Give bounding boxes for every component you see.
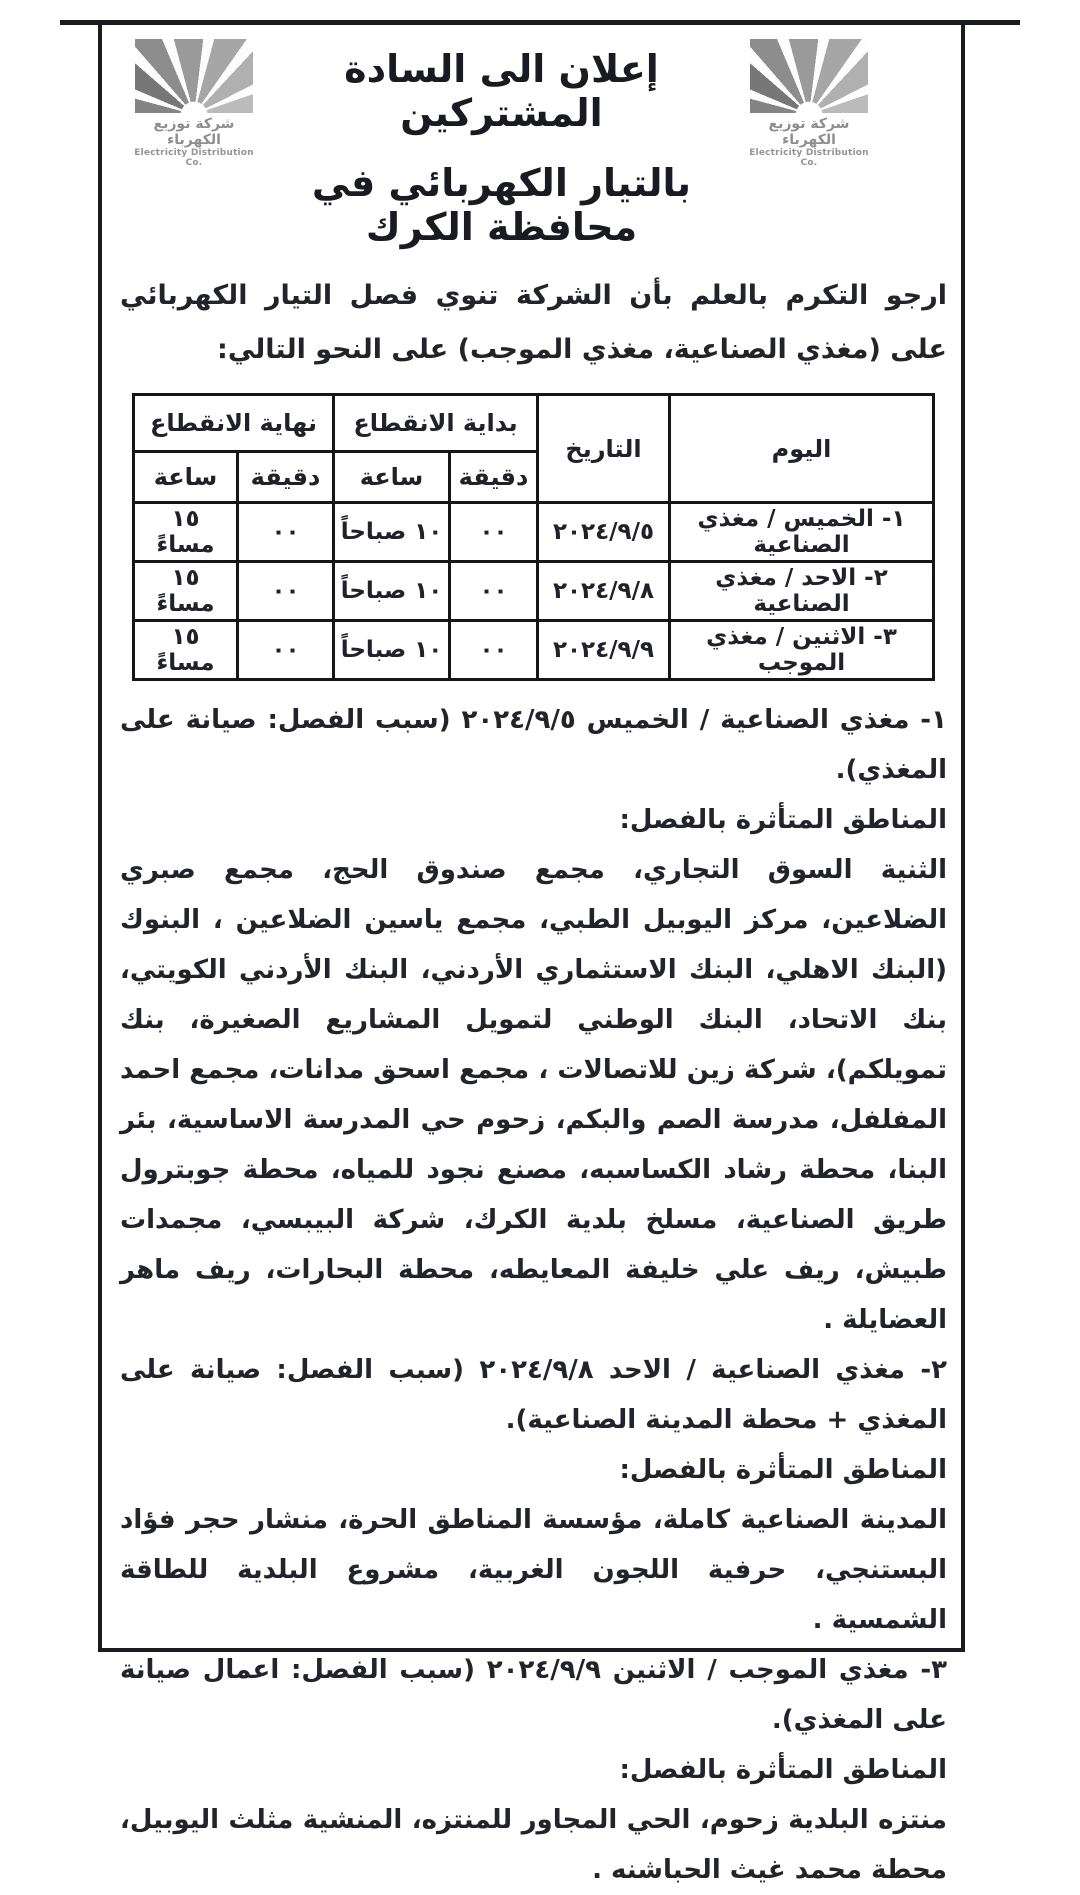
company-name-english: Electricity Distribution Co. [749,148,869,168]
table-row [134,621,934,680]
section-2-affected-label: المناطق المتأثرة بالفصل: [619,1455,947,1485]
section-3-areas-list: منتزه البلدية زحوم، الحي المجاور للمنتزه، المنشية مثلث اليوبيل، محطة محمد غيث الحباشنه . [120,1805,947,1885]
intro-paragraph: ارجو التكرم بالعلم بأن الشركة تنوي فصل التيار الكهربائي على (مغذي الصناعية، مغذي الموجب) على النحو التالي: [120,280,947,365]
section-1-affected-label: المناطق المتأثرة بالفصل: [619,805,947,835]
date-cell: ٢٠٢٤/٩/٨ [538,562,670,621]
section-2-heading: ٢- مغذي الصناعية / الاحد ٢٠٢٤/٩/٨ (سبب الفصل: صيانة على المغذي + محطة المدينة الصناعية). [120,1355,947,1435]
company-logo-right [743,39,875,168]
end-minute-cell: ٠٠ [238,562,334,621]
section-3-heading: ٣- مغذي الموجب / الاثنين ٢٠٢٤/٩/٩ (سبب الفصل: اعمال صيانة على المغذي). [120,1655,947,1735]
section-1-heading: ١- مغذي الصناعية / الخميس ٢٠٢٤/٩/٥ (سبب الفصل: صيانة على المغذي). [120,705,947,785]
company-name-arabic: شركة توزيع الكهرباء [153,116,235,148]
end-minute-cell: ٠٠ [238,503,334,562]
start-hour-cell: ١٠ صباحاً [334,621,450,680]
col-header-day: اليوم [670,395,934,503]
outage-schedule-table [132,393,935,681]
start-minute-cell: ٠٠ [450,503,538,562]
end-minute-cell: ٠٠ [238,621,334,680]
sunburst-logo-icon [750,39,868,113]
company-logo-left [128,39,260,168]
end-hour-cell: ١٥ مساءً [134,562,238,621]
company-name-arabic: شركة توزيع الكهرباء [768,116,850,148]
section-3-affected-label: المناطق المتأثرة بالفصل: [619,1755,947,1785]
section-2-areas-list: المدينة الصناعية كاملة، مؤسسة المناطق الحرة، منشار حجر فؤاد البستنجي، حرفية اللجون الغربية، مشروع البلدية للطاقة الشمسية . [120,1505,947,1635]
title-line-2: بالتيار الكهربائي في محافظة الكرك [311,161,692,249]
company-name-english: Electricity Distribution Co. [134,148,254,168]
col-header-start-hour: ساعة [334,452,450,503]
day-cell: ١- الخميس / مغذي الصناعية [670,503,934,562]
table-row [134,503,934,562]
start-hour-cell: ١٠ صباحاً [334,503,450,562]
announcement-frame [98,20,965,1885]
title-line-1: إعلان الى السادة المشتركين [344,47,659,135]
start-minute-cell: ٠٠ [450,562,538,621]
outage-details [120,695,947,1895]
section-1-areas-list: الثنية السوق التجاري، مجمع صندوق الحج، مجمع صبري الضلاعين، مركز اليوبيل الطبي، مجمع ياسين الضلاعين ، البنوك (البنك الاهلي، البنك الاستثماري الأردني، البنك الأردني الكويتي، بنك الاتحاد، البنك الوطني لتمويل المشاريع الصغيرة، بنك تمويلكم)، شركة زين للاتصالات ، مجمع اسحق مدانات، مجمع احمد المفلفل، مدرسة الصم والبكم، زحوم حي المدرسة الاساسية، بئر البنا، محطة رشاد الكساسبه، مصنع نجود للمياه، محطة جوبترول طريق الصناعية، مسلخ بلدية الكرك، شركة البيبسي، مجمدات طبيش، ريف علي خليفة المعايطه، محطة البحارات، ريف ماهر العضايلة . [120,855,947,1335]
col-header-start-minute: دقيقة [450,452,538,503]
sunburst-logo-icon [135,39,253,113]
day-cell: ٣- الاثنين / مغذي الموجب [670,621,934,680]
col-header-end-minute: دقيقة [238,452,334,503]
end-hour-cell: ١٥ مساءً [134,621,238,680]
table-row [134,562,934,621]
col-header-outage-end: نهاية الانقطاع [134,395,334,452]
date-cell: ٢٠٢٤/٩/٥ [538,503,670,562]
day-cell: ٢- الاحد / مغذي الصناعية [670,562,934,621]
col-header-end-hour: ساعة [134,452,238,503]
header [102,25,961,249]
start-hour-cell: ١٠ صباحاً [334,562,450,621]
end-hour-cell: ١٥ مساءً [134,503,238,562]
start-minute-cell: ٠٠ [450,621,538,680]
announcement-title [260,39,743,249]
col-header-date: التاريخ [538,395,670,503]
col-header-outage-start: بداية الانقطاع [334,395,538,452]
date-cell: ٢٠٢٤/٩/٩ [538,621,670,680]
